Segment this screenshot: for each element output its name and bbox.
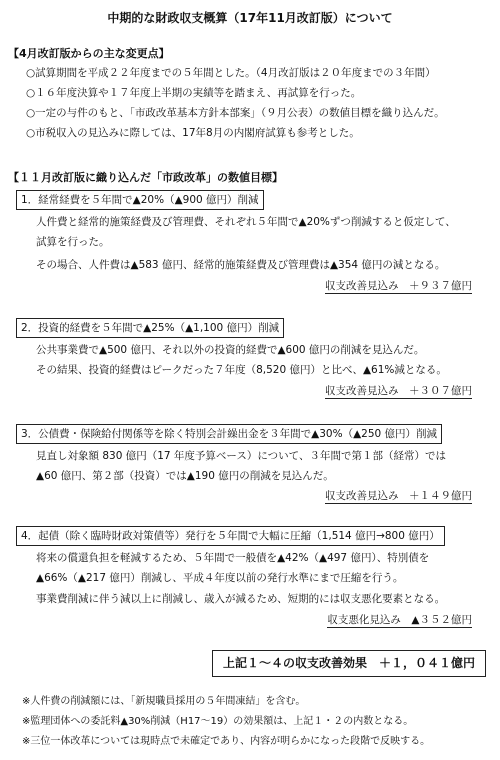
section1-heading: 【4月改訂版からの主な変更点】 <box>8 47 170 60</box>
change-item: ○１６年度決算や１７年度上半期の実績等を踏まえ、再試算を行った。 <box>26 87 362 99</box>
total-effect-box: 上記１～４の収支改善効果 ＋１，０４１億円 <box>212 650 486 677</box>
detail-line: 事業費削減に伴う減以上に削減し、歳入が減るため、短期的には収支悪化要素となる。 <box>36 593 446 605</box>
detail-line: その場合、人件費は▲583 億円、経常的施策経費及び管理費は▲354 億円の減となる。 <box>36 259 446 271</box>
detail-line: 公共事業費で▲500 億円、それ以外の投資的経費で▲600 億円の削減を見込んだ。 <box>36 344 425 356</box>
target-box-3: 3．公債費・保険給付関係等を除く特別会計繰出金を３年間で▲30%（▲250 億円）削減 <box>16 424 442 444</box>
detail-line: 将来の償還負担を軽減するため、５年間で一般債を▲42%（▲497 億円）、特別債を <box>36 552 430 564</box>
detail-line: ▲66%（▲217 億円）削減し、平成４年度以前の発行水準にまで圧縮を行う。 <box>36 572 404 584</box>
change-item: ○市税収入の見込みに際しては、17年8月の内閣府試算も参考とした。 <box>26 127 360 139</box>
effect-amount: 収支改善見込み ＋９３７億円 <box>325 280 472 292</box>
target-box-1: 1．経常経費を５年間で▲20%（▲900 億円）削減 <box>16 190 264 210</box>
change-item: ○一定の与件のもと、「市政改革基本方針本部案」（９月公表）の数値目標を織り込んだ。 <box>26 107 445 119</box>
page-title: 中期的な財政収支概算（17年11月改訂版）について <box>107 11 393 25</box>
effect-amount: 収支改善見込み ＋１４９億円 <box>325 490 472 502</box>
change-item: ○試算期間を平成２２年度までの５年間とした。（4月改訂版は２０年度までの３年間） <box>26 67 436 79</box>
effect-line-3 <box>325 489 472 504</box>
detail-line: 試算を行った。 <box>36 236 110 248</box>
footnote: ※人件費の削減額には、「新規職員採用の５年間凍結」を含む。 <box>22 696 306 707</box>
effect-line-2 <box>325 384 472 399</box>
detail-line: ▲60 億円、第２部（投資）では▲190 億円の削減を見込んだ。 <box>36 470 334 482</box>
detail-line: その結果、投資的経費はピークだった７年度（8,520 億円）と比べ、▲61%減となる。 <box>36 364 447 376</box>
section2-heading: 【１１月改訂版に織り込んだ「市政改革」の数値目標】 <box>8 171 283 184</box>
effect-line-1 <box>325 279 472 294</box>
target-box-4: 4．起債（除く臨時財政対策債等）発行を５年間で大幅に圧縮（1,514 億円→800 億円） <box>16 526 445 546</box>
footnote: ※三位一体改革については現時点で未確定であり、内容が明らかになった段階で反映する。 <box>22 736 431 747</box>
detail-line: 見直し対象額 830 億円（17 年度予算ベース）について、３年間で第１部（経常）では <box>36 450 446 462</box>
effect-line-4 <box>327 613 472 628</box>
detail-line: 人件費と経常的施策経費及び管理費、それぞれ５年間で▲20%ずつ削減すると仮定して、 <box>36 216 456 228</box>
target-box-2: 2．投資的経費を５年間で▲25%（▲1,100 億円）削減 <box>16 318 284 338</box>
footnote: ※監理団体への委託料▲30%削減（H17～19）の効果額は、上記１・２の内数となる。 <box>22 716 414 727</box>
effect-amount: 収支悪化見込み ▲３５２億円 <box>327 614 472 626</box>
effect-amount: 収支改善見込み ＋３０７億円 <box>325 385 472 397</box>
